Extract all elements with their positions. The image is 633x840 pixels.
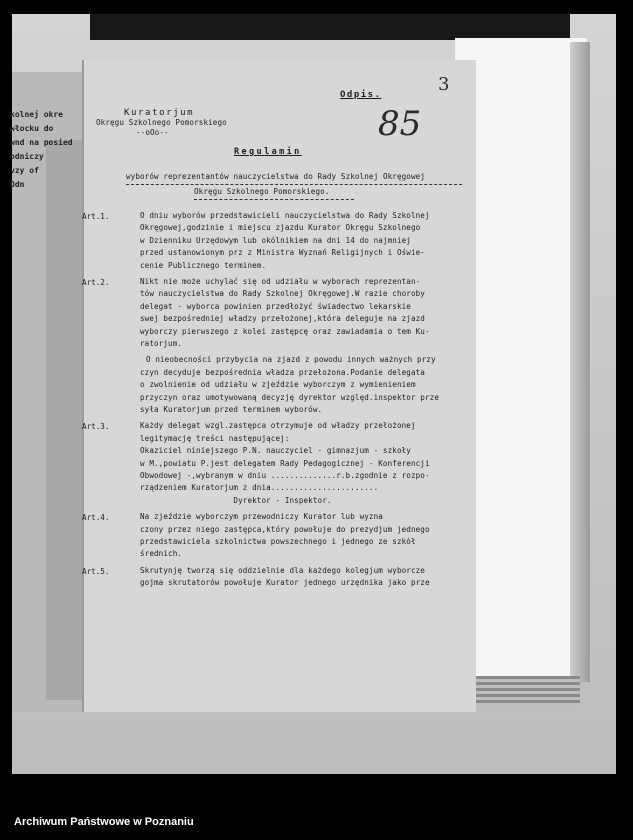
left-fragment-line: wnd na posied [10, 138, 73, 147]
article-text-line: przed ustanowionym prz z Ministra Wyznań Religijnych i Oświe- [140, 248, 425, 258]
article-text-line: średnich. [140, 549, 183, 559]
authority-line-1: Kuratorjum [124, 108, 195, 118]
subtitle-rule-1 [126, 184, 462, 185]
article-text-line: Każdy delegat wzgl.zastępca otrzymuje od władzy przełożonej [140, 421, 416, 431]
article-text-line: O nieobecności przybycia na zjazd z powodu innych ważnych przy [146, 355, 436, 365]
left-fragment-line: włocku do [10, 124, 59, 133]
left-fragment-line: Odn [10, 180, 25, 189]
article-text-line: gojma skrutatorów powołuje Kurator jednego urzędnika jako prze [140, 578, 430, 588]
article-text-line: przedstawiciela szkolnictwa powszechnego i jednego ze szkół [140, 537, 416, 546]
subtitle-line-2: Okręgu Szkolnego Pomorskiego. [194, 187, 330, 196]
article-text-line: Dyrektor - Inspektor. [140, 495, 332, 505]
article-label: Art.5. [82, 566, 110, 576]
subtitle-line-1: wyborów reprezentantów nauczycielstwa do Rady Szkolnej Okręgowej [126, 172, 425, 181]
article-text-line: tów nauczycielstwa do Rady Szkolnej Okręgowej.W razie choroby [140, 289, 425, 299]
left-fragment-line: odniczy [10, 152, 44, 161]
article-text-line: Okaziciel niniejszego P.N. nauczyciel - gimnazjum - szkoły [140, 446, 411, 456]
article-label: Art.4. [82, 513, 110, 523]
article-text-line: czony przez niego zastępca,który powołuje do prezydjum jednego [140, 524, 430, 534]
handwritten-folio-number: 85 [378, 104, 422, 144]
page-stack-edges [470, 676, 580, 706]
article-text-line: legitymację treści następującej: [140, 433, 290, 443]
article-text-line: przyczyn oraz umotywowaną decyzję dyrektor względ.inspektor prze [140, 392, 439, 402]
article-text-line: Obwodowej -,wybranym w dniu ..............r.b.zgodnie z rozpo- [140, 471, 430, 480]
article-label: Art.2. [82, 278, 110, 287]
article-text-line: rządzeniem Kuratorjum z dnia....................... [140, 483, 379, 493]
authority-line-3: --oOo-- [136, 128, 169, 137]
article-text-line: syła Kuratorjum przed terminem wyborów. [140, 405, 323, 414]
article-text-line: Nikt nie może uchylać się od udziału w wyborach reprezentan- [140, 277, 421, 286]
archive-name: Archiwum Państwowe w Poznaniu [14, 816, 194, 828]
left-page-text-fragment [10, 108, 73, 192]
article-text-line: delegat - wyborca powinien przedłożyć świadectwo lekarskie [140, 301, 411, 311]
article-text-line: O dniu wyborów przedstawicieli nauczycielstwa do Rady Szkolnej [140, 211, 430, 220]
top-binding-band [90, 14, 570, 40]
article-text-line: swej bezpośredniej władzy przełożonej,która deleguje na zjazd [140, 314, 425, 324]
document-heading: Regulamin [234, 147, 302, 157]
subtitle-rule-2 [194, 199, 354, 200]
article-text-line: w M.,powiatu P.jest delegatem Rady Pedagogicznej - Konferencji [140, 458, 430, 468]
left-fragment-line: vzy of [10, 166, 39, 175]
viewer-footer-bar [0, 785, 633, 840]
authority-line-2: Okręgu Szkolnego Pomorskiego [96, 118, 227, 127]
article-label: Art.3. [82, 422, 110, 432]
copy-mark: Odpis. [340, 90, 382, 100]
article-text-line: Na zjeździe wyborczym przewodniczy Kurator lub wyzna [140, 512, 383, 522]
article-text-line: czyn decyduje bezpośrednia władza przełożona.Podanie delegata [140, 367, 425, 377]
article-text-line: Skrutynję tworzą się oddzielnie dla każdego kolegjum wyborcze [140, 565, 425, 575]
document-page [84, 60, 476, 712]
article-text-line: w Dzienniku Urzędowym lub okólnikiem na dni 14 do najmniej [140, 235, 411, 245]
article-text-line: wyborczy pierwszego z kolei zastępcę oraz zawiadamia o tem Ku- [140, 326, 430, 336]
article-text-line: cenie Publicznego terminem. [140, 260, 267, 270]
underlying-left-page-shadow [46, 140, 84, 700]
handwritten-page-number: 3 [438, 74, 450, 95]
article-text-line: ratorjum. [140, 339, 183, 348]
article-text-line: o zwolnienie od udziału w zjeździe wyborczym z wymienieniem [140, 380, 416, 390]
left-fragment-line: kolnej okre [10, 110, 63, 119]
sheet-edge-shadow [570, 42, 590, 682]
article-label: Art.1. [82, 212, 110, 221]
article-text-line: Okręgowej,godzinie i miejscu zjazdu Kurator Okręgu Szkolnego [140, 223, 421, 233]
